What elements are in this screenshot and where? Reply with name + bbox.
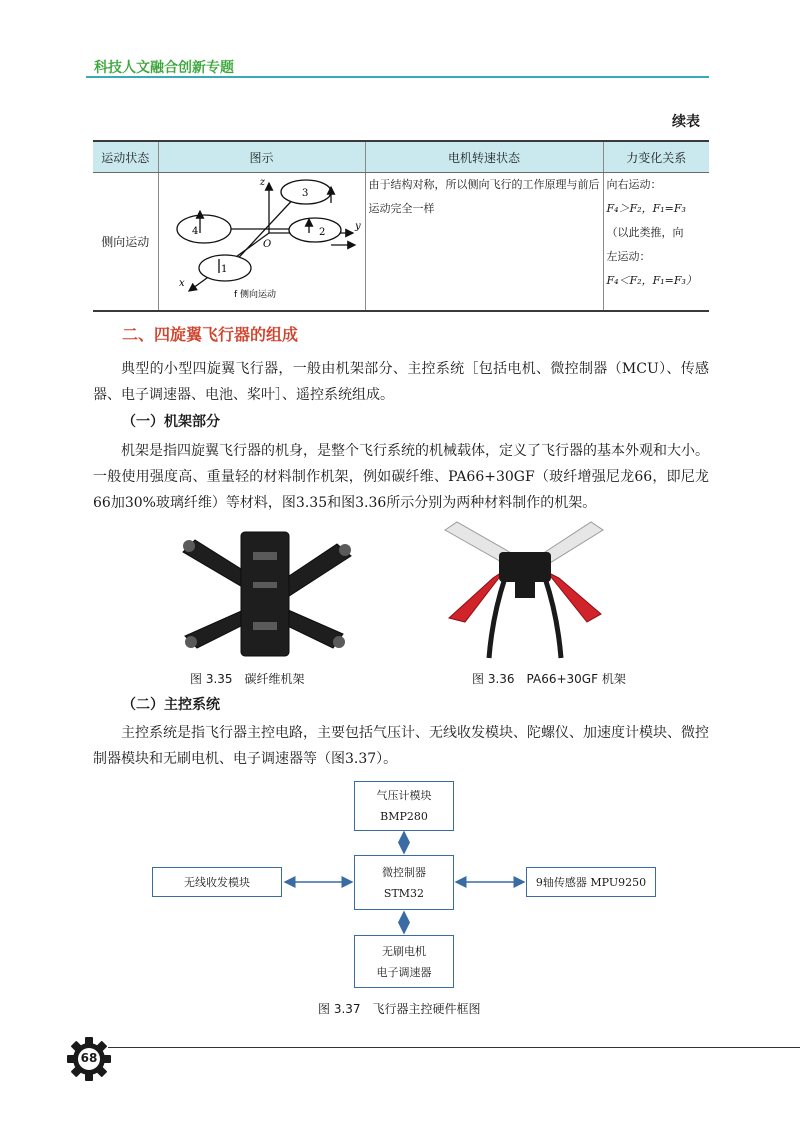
force-line: F₄＜F₂，F₁=F₃）: [606, 274, 697, 287]
table-cell-force: [603, 173, 709, 312]
table-continued-label: 续表: [672, 114, 700, 130]
rotor-4: [177, 215, 231, 243]
box-wireless: [152, 867, 282, 897]
rotor-2: [289, 218, 341, 242]
box-mcu-label: 微控制器: [382, 865, 426, 879]
box-esc-label: 电子调速器: [376, 965, 432, 979]
frame-paragraph: 机架是指四旋翼飞行器的机身，是整个飞行系统的机械载体，定义了飞行器的基本外观和大小。一般使用强度高、重量轻的材料制作机架，例如碳纤维、PA66+30GF（玻纤增强尼龙66，即尼龙66加30%玻璃纤维）等材料，图3.35和图3.36所示分别为两种材料制作的机架。: [93, 443, 709, 511]
rotor-2-label: 2: [318, 227, 325, 238]
page-number: 68: [80, 1051, 98, 1065]
table-header-state: 运动状态: [93, 141, 158, 173]
axis-x-label: x: [178, 278, 185, 289]
table-header-force: 力变化关系: [603, 141, 709, 173]
box-mcu: [354, 855, 454, 910]
force-line: 左运动：: [606, 250, 651, 263]
figure-3-35-caption: 图 3.35 碳纤维机架: [190, 672, 305, 686]
table-header-row: [93, 141, 709, 173]
box-barometer-label: 气压计模块: [376, 789, 432, 802]
box-sensor-label: 9轴传感器 MPU9250: [535, 875, 647, 889]
carbon-frame-photo: [165, 522, 365, 662]
axis-y-label: y: [354, 221, 361, 232]
axis-z-label: z: [259, 177, 265, 188]
box-mcu-model: STM32: [383, 886, 425, 900]
rotor-1-label: 1: [220, 264, 227, 275]
control-heading: （二）主控系统: [122, 697, 220, 713]
table-header-motor: 电机转速状态: [365, 141, 603, 173]
lateral-motion-diagram: [159, 173, 366, 301]
pa66-frame-photo: [435, 518, 615, 663]
header-rule: [86, 76, 709, 78]
frame-heading: （一）机架部分: [122, 414, 220, 430]
section-heading: 二、四旋翼飞行器的组成: [122, 325, 299, 344]
origin-label: O: [262, 239, 271, 250]
box-sensor: [526, 867, 656, 897]
table-cell-state: 侧向运动: [93, 173, 158, 312]
center-mount: [515, 580, 535, 598]
carbon-body-plate: [241, 532, 289, 656]
header-title: 科技人文融合创新专题: [94, 60, 234, 76]
box-motor-esc: [354, 935, 454, 988]
table-header-figure: 图示: [158, 141, 365, 173]
box-wireless-label: 无线收发模块: [184, 875, 250, 889]
rotor-3-label: 3: [301, 188, 308, 199]
footer-rule: [108, 1047, 800, 1048]
intro-paragraph: 典型的小型四旋翼飞行器，一般由机架部分、主控系统［包括电机、微控制器（MCU）、传感器、电子调速器、电池、桨叶］、遥控系统组成。: [93, 361, 709, 403]
figure-3-37-caption: 图 3.37 飞行器主控硬件框图: [318, 1002, 481, 1016]
box-barometer: [354, 781, 454, 831]
box-motor-label: 无刷电机: [382, 944, 426, 958]
figure-caption: f 侧向运动: [233, 290, 276, 300]
center-plate: [499, 552, 551, 582]
table-cell-motor-status: 由于结构对称，所以侧向飞行的工作原理与前后运动完全一样: [365, 173, 603, 312]
force-line: （以此类推，向: [606, 226, 684, 239]
table-row: [93, 173, 709, 312]
force-line: 向右运动：: [606, 178, 662, 191]
motion-table: [93, 140, 709, 312]
force-line: F₄＞F₂，F₁=F₃: [606, 202, 686, 215]
rotor-4-label: 4: [191, 226, 198, 237]
control-paragraph: 主控系统是指飞行器主控电路，主要包括气压计、无线收发模块、陀螺仪、加速度计模块、微控制器模块和无刷电机、电子调速器等（图3.37）。: [93, 725, 709, 767]
box-barometer-model: BMP280: [380, 810, 428, 823]
figure-3-36-caption: 图 3.36 PA66+30GF 机架: [472, 672, 626, 686]
table-cell-figure: [158, 173, 365, 312]
